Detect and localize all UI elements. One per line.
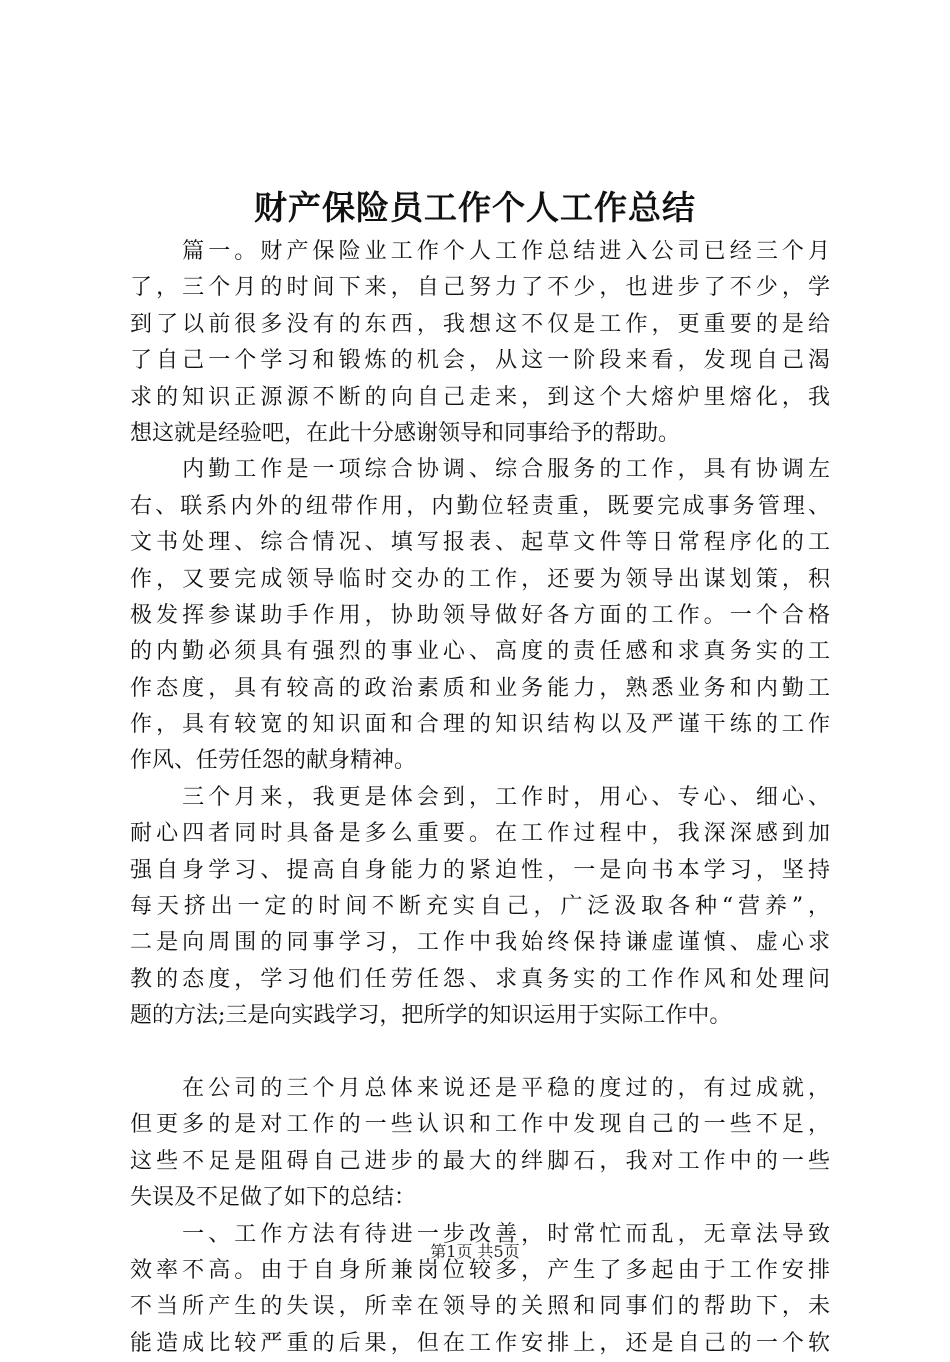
text-line: 右、联系内外的纽带作用，内勤位轻责重，既要完成事务管理、	[130, 493, 830, 519]
text-line: 一、工作方法有待进一步改善，时常忙而乱，无章法导致	[130, 1221, 830, 1247]
text-line: 内勤工作是一项综合协调、综合服务的工作，具有协调左	[130, 457, 830, 483]
text-line: 但更多的是对工作的一些认识和工作中发现自己的一些不足，	[130, 1112, 830, 1138]
text-line: 失误及不足做了如下的总结：	[130, 1185, 417, 1211]
text-line: 教的态度，学习他们任劳任怨、求真务实的工作作风和处理问	[130, 966, 830, 992]
text-line: 极发挥参谋助手作用，协助领导做好各方面的工作。一个合格	[130, 602, 830, 628]
text-line: 文书处理、综合情况、填写报表、起草文件等日常程序化的工	[130, 530, 830, 556]
blank-line	[130, 1035, 830, 1071]
text-line: 了自己一个学习和锻炼的机会，从这一阶段来看，发现自己渴	[130, 348, 830, 374]
page-footer: 第1页 共5页	[430, 1242, 520, 1261]
text-line: 二是向周围的同事学习，工作中我始终保持谦虚谨慎、虚心求	[130, 930, 830, 956]
text-line: 想这就是经验吧，在此十分感谢领导和同事给予的帮助。	[130, 420, 681, 446]
text-line: 到了以前很多没有的东西，我想这不仅是工作，更重要的是给	[130, 311, 830, 337]
text-line: 在公司的三个月总体来说还是平稳的度过的，有过成就，	[130, 1075, 830, 1101]
text-line: 每天挤出一定的时间不断充实自己，广泛汲取各种“营养”，	[130, 894, 830, 920]
text-line: 了，三个月的时间下来，自己努力了不少，也进步了不少，学	[130, 275, 830, 301]
text-line: 效率不高。由于自身所兼岗位较多，产生了多起由于工作安排	[130, 1257, 830, 1283]
text-line: 强自身学习、提高自身能力的紧迫性，一是向书本学习，坚持	[130, 857, 830, 883]
text-line: 这些不足是阻碍自己进步的最大的绊脚石，我对工作中的一些	[130, 1148, 830, 1174]
text-line: 能造成比较严重的后果，但在工作安排上，还是自己的一个软	[130, 1330, 830, 1356]
text-line: 不当所产生的失误，所幸在领导的关照和同事们的帮助下，未	[130, 1294, 830, 1320]
document-title: 财产保险员工作个人工作总结	[254, 188, 696, 227]
text-line: 求的知识正源源不断的向自己走来，到这个大熔炉里熔化，我	[130, 384, 830, 410]
text-line: 作，又要完成领导临时交办的工作，还要为领导出谋划策，积	[130, 566, 830, 592]
text-line: 作，具有较宽的知识面和合理的知识结构以及严谨干练的工作	[130, 712, 830, 738]
text-line: 题的方法;三是向实践学习，把所学的知识运用于实际工作中。	[130, 1003, 732, 1029]
text-line: 作态度，具有较高的政治素质和业务能力，熟悉业务和内勤工	[130, 675, 830, 701]
text-line: 三个月来，我更是体会到，工作时，用心、专心、细心、	[130, 784, 830, 810]
text-line: 的内勤必须具有强烈的事业心、高度的责任感和求真务实的工	[130, 639, 830, 665]
text-line: 作风、任劳任怨的献身精神。	[130, 748, 417, 774]
document-body	[130, 234, 830, 1362]
text-line: 篇一。财产保险业工作个人工作总结进入公司已经三个月	[130, 239, 830, 264]
text-line: 耐心四者同时具备是多么重要。在工作过程中，我深深感到加	[130, 821, 830, 847]
